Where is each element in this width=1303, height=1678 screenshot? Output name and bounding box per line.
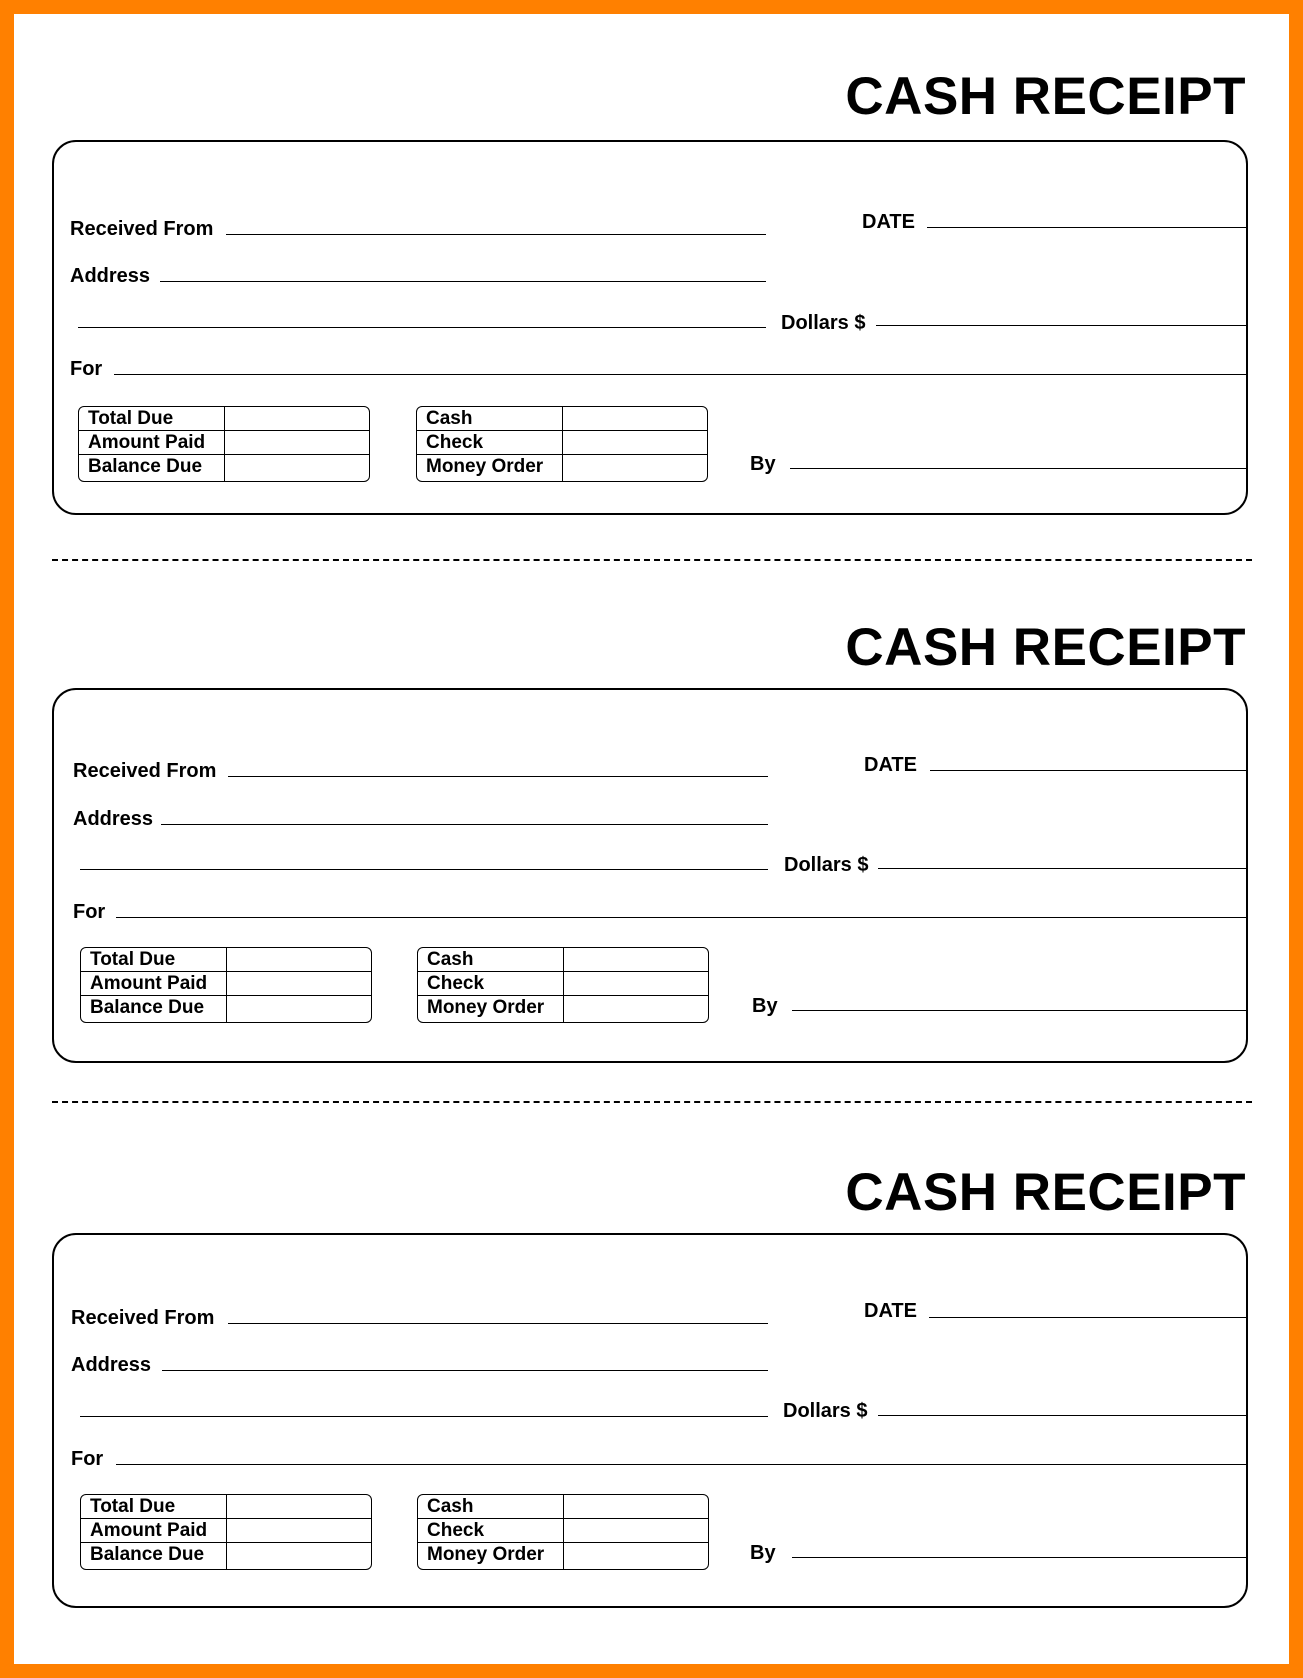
date-label: DATE xyxy=(862,211,915,233)
address-label: Address xyxy=(71,1354,152,1376)
by-field[interactable] xyxy=(792,1557,1248,1558)
received-from-label: Received From xyxy=(71,1307,215,1329)
receipt-page xyxy=(14,14,1289,1664)
totals-table xyxy=(80,947,372,1023)
money-order-label: Money Order xyxy=(427,1544,545,1565)
address-field[interactable] xyxy=(161,824,768,825)
balance-due-label: Balance Due xyxy=(90,1544,205,1565)
by-field[interactable] xyxy=(792,1010,1248,1011)
cash-label: Cash xyxy=(427,1496,474,1517)
totals-table xyxy=(80,1494,372,1570)
amount-paid-label: Amount Paid xyxy=(90,1520,208,1541)
for-label: For xyxy=(71,1448,104,1470)
cut-line xyxy=(52,559,1252,561)
received-from-field[interactable] xyxy=(226,234,766,235)
for-field[interactable] xyxy=(114,374,1248,375)
table-row xyxy=(417,431,707,456)
date-field[interactable] xyxy=(930,770,1248,771)
address-field[interactable] xyxy=(162,1370,768,1371)
address-line-2-field[interactable] xyxy=(78,327,766,328)
table-row xyxy=(418,1543,708,1568)
table-row xyxy=(81,1519,371,1544)
amount-paid-label: Amount Paid xyxy=(88,432,206,453)
dollars-field[interactable] xyxy=(876,325,1248,326)
payment-method-table xyxy=(417,947,709,1023)
address-line-2-field[interactable] xyxy=(80,869,768,870)
total-due-label: Total Due xyxy=(90,949,176,970)
date-field[interactable] xyxy=(927,227,1248,228)
by-label: By xyxy=(750,453,776,475)
dollars-label: Dollars $ xyxy=(783,1400,868,1422)
dollars-label: Dollars $ xyxy=(781,312,866,334)
table-row xyxy=(418,996,708,1021)
table-row xyxy=(417,455,707,480)
table-row xyxy=(418,1519,708,1544)
check-label: Check xyxy=(427,973,485,994)
table-row xyxy=(417,407,707,432)
receipt-title: CASH RECEIPT xyxy=(845,1163,1246,1222)
by-label: By xyxy=(752,995,778,1017)
for-label: For xyxy=(70,358,103,380)
cash-label: Cash xyxy=(426,408,473,429)
table-row xyxy=(81,1495,371,1520)
table-row xyxy=(81,948,371,973)
balance-due-label: Balance Due xyxy=(88,456,203,477)
date-label: DATE xyxy=(864,1300,917,1322)
for-field[interactable] xyxy=(116,917,1248,918)
table-row xyxy=(81,972,371,997)
by-field[interactable] xyxy=(790,468,1248,469)
receipt-1 xyxy=(14,67,1289,540)
table-row xyxy=(79,455,369,480)
money-order-label: Money Order xyxy=(426,456,544,477)
amount-paid-label: Amount Paid xyxy=(90,973,208,994)
balance-due-label: Balance Due xyxy=(90,997,205,1018)
totals-table xyxy=(78,406,370,482)
receipt-3 xyxy=(14,1163,1289,1636)
cut-line xyxy=(52,1101,1252,1103)
address-label: Address xyxy=(73,808,154,830)
check-label: Check xyxy=(427,1520,485,1541)
payment-method-table xyxy=(416,406,708,482)
table-row xyxy=(79,431,369,456)
receipt-title: CASH RECEIPT xyxy=(845,618,1246,677)
received-from-field[interactable] xyxy=(228,776,768,777)
by-label: By xyxy=(750,1542,776,1564)
cash-label: Cash xyxy=(427,949,474,970)
table-row xyxy=(81,996,371,1021)
payment-method-table xyxy=(417,1494,709,1570)
receipt-title: CASH RECEIPT xyxy=(845,67,1246,126)
received-from-label: Received From xyxy=(73,760,217,782)
address-label: Address xyxy=(70,265,151,287)
address-line-2-field[interactable] xyxy=(80,1416,768,1417)
table-row xyxy=(418,972,708,997)
address-field[interactable] xyxy=(160,281,766,282)
table-row xyxy=(79,407,369,432)
received-from-field[interactable] xyxy=(228,1323,768,1324)
date-label: DATE xyxy=(864,754,917,776)
table-row xyxy=(418,948,708,973)
dollars-field[interactable] xyxy=(878,868,1248,869)
date-field[interactable] xyxy=(929,1317,1248,1318)
total-due-label: Total Due xyxy=(90,1496,176,1517)
for-field[interactable] xyxy=(116,1464,1248,1465)
for-label: For xyxy=(73,901,106,923)
check-label: Check xyxy=(426,432,484,453)
dollars-label: Dollars $ xyxy=(784,854,869,876)
total-due-label: Total Due xyxy=(88,408,174,429)
table-row xyxy=(81,1543,371,1568)
table-row xyxy=(418,1495,708,1520)
money-order-label: Money Order xyxy=(427,997,545,1018)
dollars-field[interactable] xyxy=(878,1415,1248,1416)
receipt-2 xyxy=(14,618,1289,1091)
received-from-label: Received From xyxy=(70,218,214,240)
